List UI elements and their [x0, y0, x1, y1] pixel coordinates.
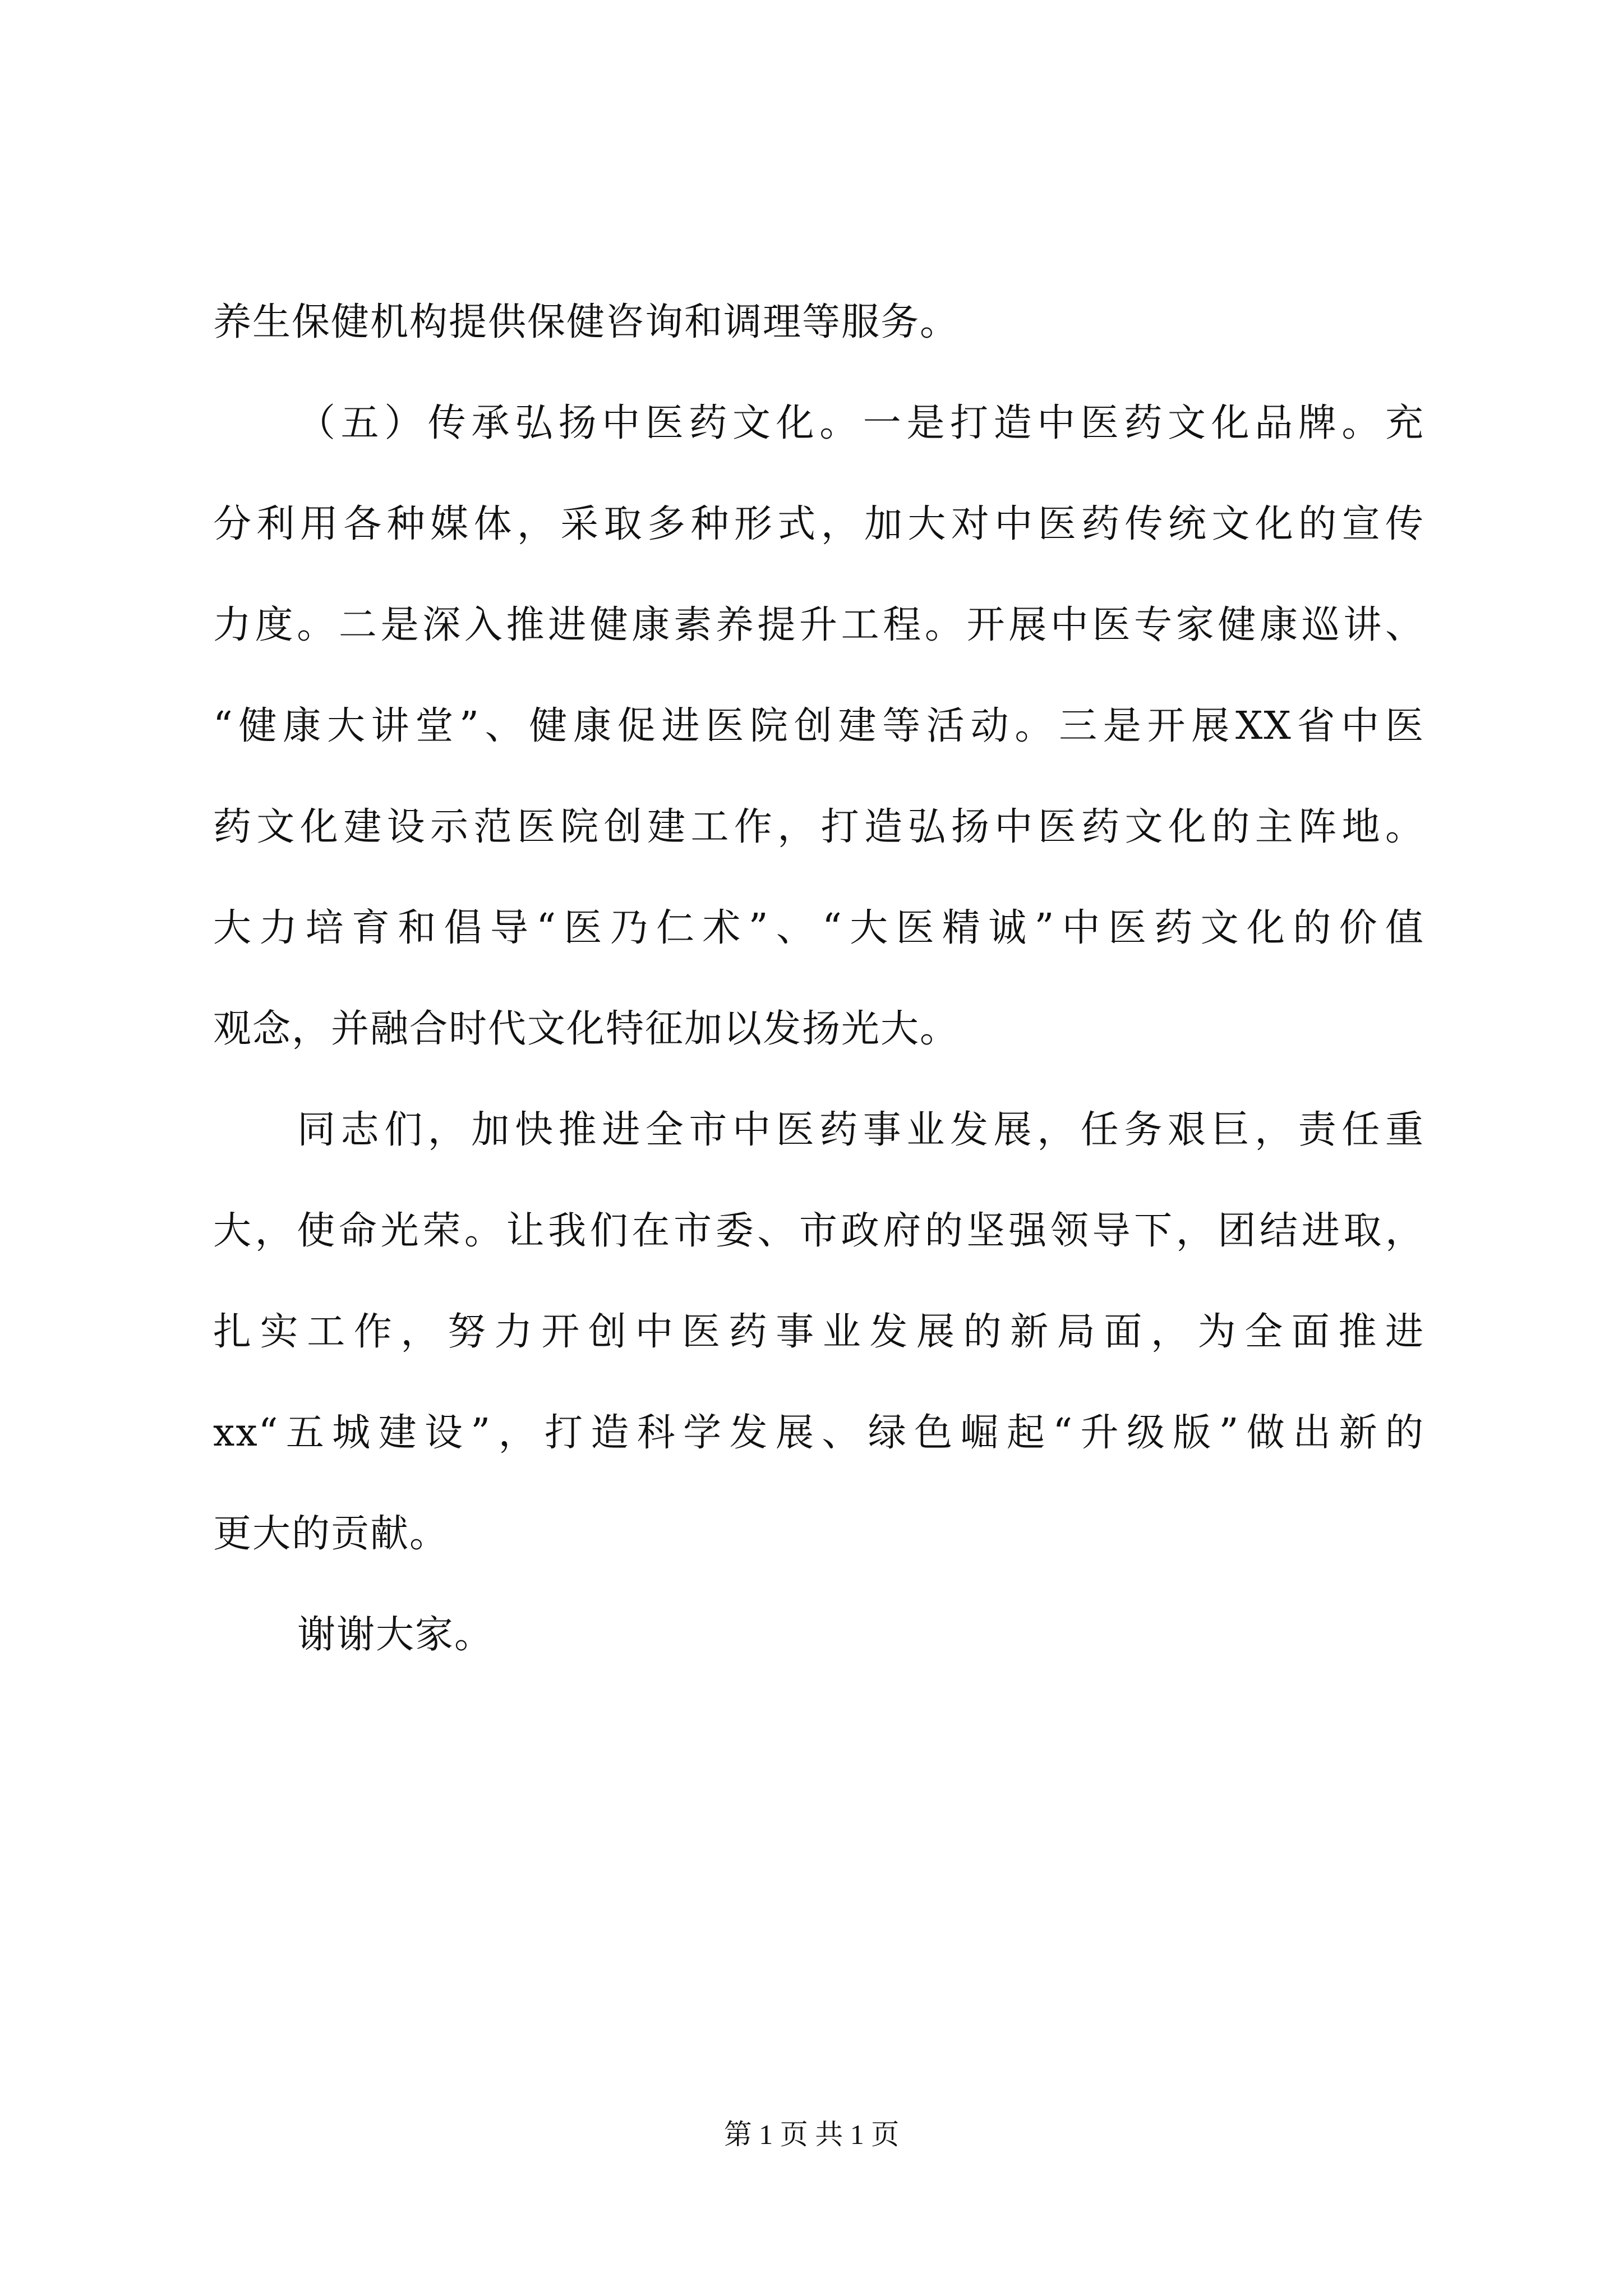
paragraph-line: 扎实工作，努力开创中医药事业发展的新局面，为全面推进 [213, 1310, 1424, 1354]
paragraph-line: 养生保健机构提供保健咨询和调理等服务。 [213, 300, 960, 344]
paragraph-line: 更大的贡献。 [213, 1512, 449, 1556]
page-footer: 第 1 页 共 1 页 [723, 2119, 900, 2150]
paragraph-line: 力度。二是深入推进健康素养提升工程。开展中医专家健康巡讲、 [213, 603, 1424, 647]
paragraph-line: （五）传承弘扬中医药文化。一是打造中医药文化品牌。充 [297, 401, 1424, 445]
paragraph-line: 大，使命光荣。让我们在市委、市政府的坚强领导下，团结进取， [213, 1209, 1424, 1253]
paragraph-line: 药文化建设示范医院创建工作，打造弘扬中医药文化的主阵地。 [213, 805, 1424, 849]
paragraph-line: xx“五城建设”，打造科学发展、绿色崛起“升级版”做出新的 [213, 1411, 1424, 1455]
paragraph-line: 同志们，加快推进全市中医药事业发展，任务艰巨，责任重 [297, 1108, 1424, 1152]
paragraph-line: 谢谢大家。 [297, 1613, 494, 1657]
paragraph-line: 观念，并融合时代文化特征加以发扬光大。 [213, 1007, 960, 1051]
paragraph-line: “健康大讲堂”、健康促进医院创建等活动。三是开展XX省中医 [213, 704, 1424, 748]
paragraph-line: 分利用各种媒体，采取多种形式，加大对中医药传统文化的宣传 [213, 502, 1424, 546]
paragraph-line: 大力培育和倡导“医乃仁术”、“大医精诚”中医药文化的价值 [213, 906, 1424, 950]
